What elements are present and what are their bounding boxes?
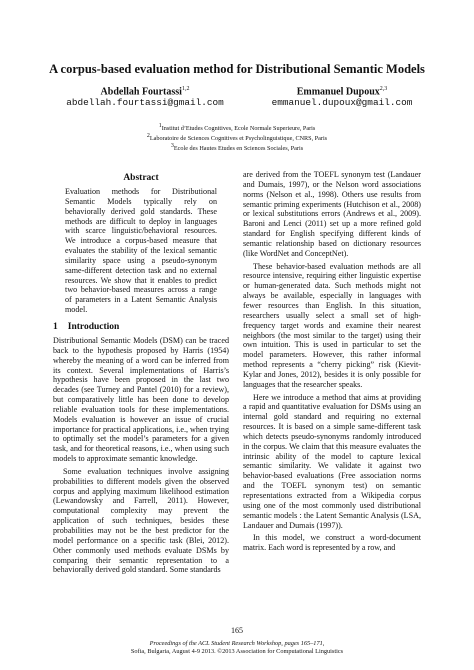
author-block-2: [262, 86, 422, 108]
section-heading-introduction: 1 Introduction: [53, 321, 120, 332]
paragraph: are derived from the TOEFL synonym test (Landauer and Dumais, 1997), or the Nelson word associations norms (Nelson et al., 1998). Others use results from semantic priming experiments (Hutchison et al., 2008) or lexical substitutions errors (Andrews et al., 2009). Baroni and Lenci (2011) set up a more refined gold standard for English specifying different kinds of semantic relationship based on dictionary resources (like WordNet and ConceptNet).: [243, 170, 421, 258]
venue-line: Sofia, Bulgaria, August 4-9 2013. ©2013 Association for Computational Linguistics: [130, 648, 344, 655]
page-number: 165: [231, 626, 243, 635]
paragraph: Distributional Semantic Models (DSM) can be traced back to the hypothesis proposed by Harris (1954) whereby the meaning of a word can be inferred from its context. Several implementations of Harris’s hypothesis have been proposed in the last two decades (see Turney and Pantel (2010) for a review), but comparatively little has been done to develop reliable evaluation tools for these implementations. Models evaluation is however an issue of crucial importance for practical applications, i.e., when trying to optimally set the model’s parameters for a given task, and for theoretical reasons, i.e., when using such models to approximate semantic knowledge.: [53, 335, 229, 464]
paper-title: A corpus-based evaluation method for Distributional Semantic Models: [49, 62, 425, 76]
abstract-body: Evaluation methods for Distributional Semantic Models typically rely on behaviorally derived gold standards. These methods are difficult to deploy in languages with scarce linguistic/behavioral resources. We introduce a corpus-based measure that evaluates the stability of the lexical semantic similarity space using a pseudo-synonym same-different detection task and no external resources. We show that it enables to predict two behavior-based measures across a range of parameters in a Latent Semantic Analysis model.: [65, 187, 217, 315]
left-column: [53, 173, 229, 575]
affiliation-2: $^2$Laboratoire de Sciences Cognitives et Psycholinguistique, CNRS, Paris: [146, 133, 328, 143]
paragraph: These behavior-based evaluation methods are all resource intensive, requiring either linguistic expertise or human-generated data. Such methods might not always be available, especially in languages with fewer resources than English. In this situation, researchers usually select a small set of high-frequency target words and examine their nearest neighbors (the most similar to the target) using their own intuition. This is used in particular to set the model parameters. However, this rather informal method represents a “cherry picking” risk (Kievit-Kylar and Jones, 2012), besides it is only possible for languages that the researcher speaks.: [243, 261, 421, 389]
abstract-heading: Abstract: [123, 173, 159, 183]
author-block-1: [60, 86, 230, 108]
paragraph: In this model, we construct a word-document matrix. Each word is represented by a row, and: [243, 533, 421, 553]
proceedings-line: Proceedings of the ACL Student Research Workshop, pages 165–171,: [149, 640, 325, 647]
author-email[interactable]: abdellah.fourtassi@gmail.com: [66, 97, 224, 109]
affiliation-1: $^1$Institut d’Etudes Cognitives, Ecole Normale Superieure, Paris: [158, 123, 316, 133]
paragraph: Here we introduce a method that aims at providing a rapid and quantitative evaluation for DSMs using an internal gold standard and requiring no external resources. It is based on a simple same-different task which detects pseudo-synonyms randomly introduced in the corpus. We claim that this measure evaluates the intrinsic ability of the model to capture lexical semantic similarity. We validate it against two behavior-based evaluations (Free association norms and the TOEFL synonym test) on semantic representations extracted from a Wikipedia corpus using one of the most commonly used distributional semantic models : the Latent Semantic Analysis (LSA, Landauer and Dumais (1997)).: [243, 392, 421, 530]
author-name: Emmanuel Dupoux$^{2,3}$: [296, 86, 388, 98]
introduction-body: [53, 336, 229, 575]
affiliation-3: $^3$Ecole des Hautes Etudes en Sciences Sociales, Paris: [170, 143, 304, 153]
paragraph: Some evaluation techniques involve assigning probabilities to different models given the observed corpus and applying maximum likelihood estimation (Lewandowsky and Farrell, 2011). However, computational complexity may prevent the application of such techniques, besides these probabilities may not be the best predictor for the model performance on a specific task (Blei, 2012). Other commonly used methods evaluate DSMs by comparing their semantic representation to a behaviorally derived gold standard. Some standards: [53, 466, 229, 575]
author-email[interactable]: emmanuel.dupoux@gmail.com: [271, 97, 413, 109]
author-name: Abdellah Fourtassi$^{1,2}$: [100, 86, 190, 98]
right-column: [243, 170, 421, 553]
